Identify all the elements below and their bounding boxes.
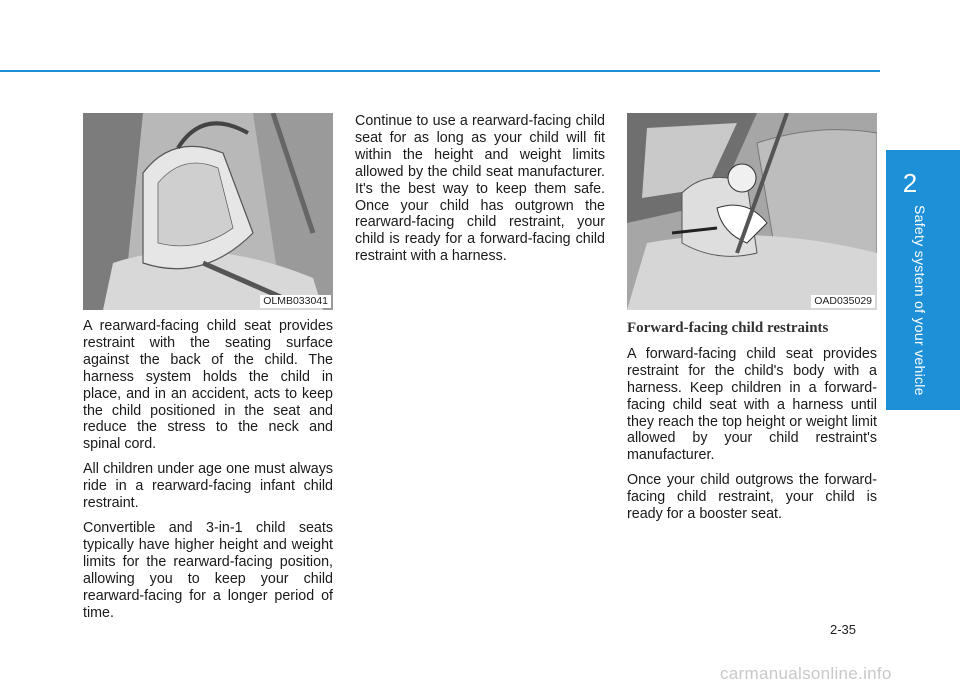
paragraph: A rearward-facing child seat provides restraint with the seating surface against the back of the child. The harness system holds the child in place, and in an accident, acts to keep the child positioned in the seat and reduce the stress to the neck and spinal cord. (83, 318, 333, 453)
column-1 (83, 113, 333, 629)
figure-code: OAD035029 (811, 295, 875, 308)
paragraph: All children under age one must always ride in a rearward-facing infant child restraint. (83, 461, 333, 512)
section-heading: Forward-facing child restraints (627, 320, 829, 336)
page-number: 2-35 (830, 622, 857, 637)
column-3 (627, 113, 877, 531)
chapter-title: Safety system of your vehicle (912, 205, 928, 396)
column-2 (355, 113, 605, 273)
chapter-number: 2 (902, 168, 918, 198)
figure-code: OLMB033041 (260, 295, 331, 308)
paragraph: Once your child outgrows the forward-facing child restraint, your child is ready for a booster seat. (627, 472, 877, 523)
rearward-seat-drawing (83, 113, 333, 310)
forward-seat-drawing (627, 113, 877, 310)
paragraph: Convertible and 3-in-1 child seats typically have higher height and weight limits for the rearward-facing position, allowing you to keep your child rearward-facing for a longer period of time. (83, 519, 333, 621)
rearward-seat-illustration (83, 113, 333, 310)
top-rule (0, 70, 880, 72)
watermark: carmanualsonline.info (720, 664, 892, 683)
paragraph: A forward-facing child seat provides restraint for the child's body with a harness. Keep children in a forward-facing child seat with a harness until they reach the top height or weight limit allowed by your child restraint's manufacturer. (627, 345, 877, 464)
forward-seat-illustration (627, 113, 877, 310)
paragraph: Continue to use a rearward-facing child seat for as long as your child will fit within the height and weight limits allowed by the child seat manufacturer. It's the best way to keep them safe. Once your child has outgrown the rearward-facing child restraint, your child is ready for a forward-facing child restraint with a harness. (355, 113, 605, 265)
